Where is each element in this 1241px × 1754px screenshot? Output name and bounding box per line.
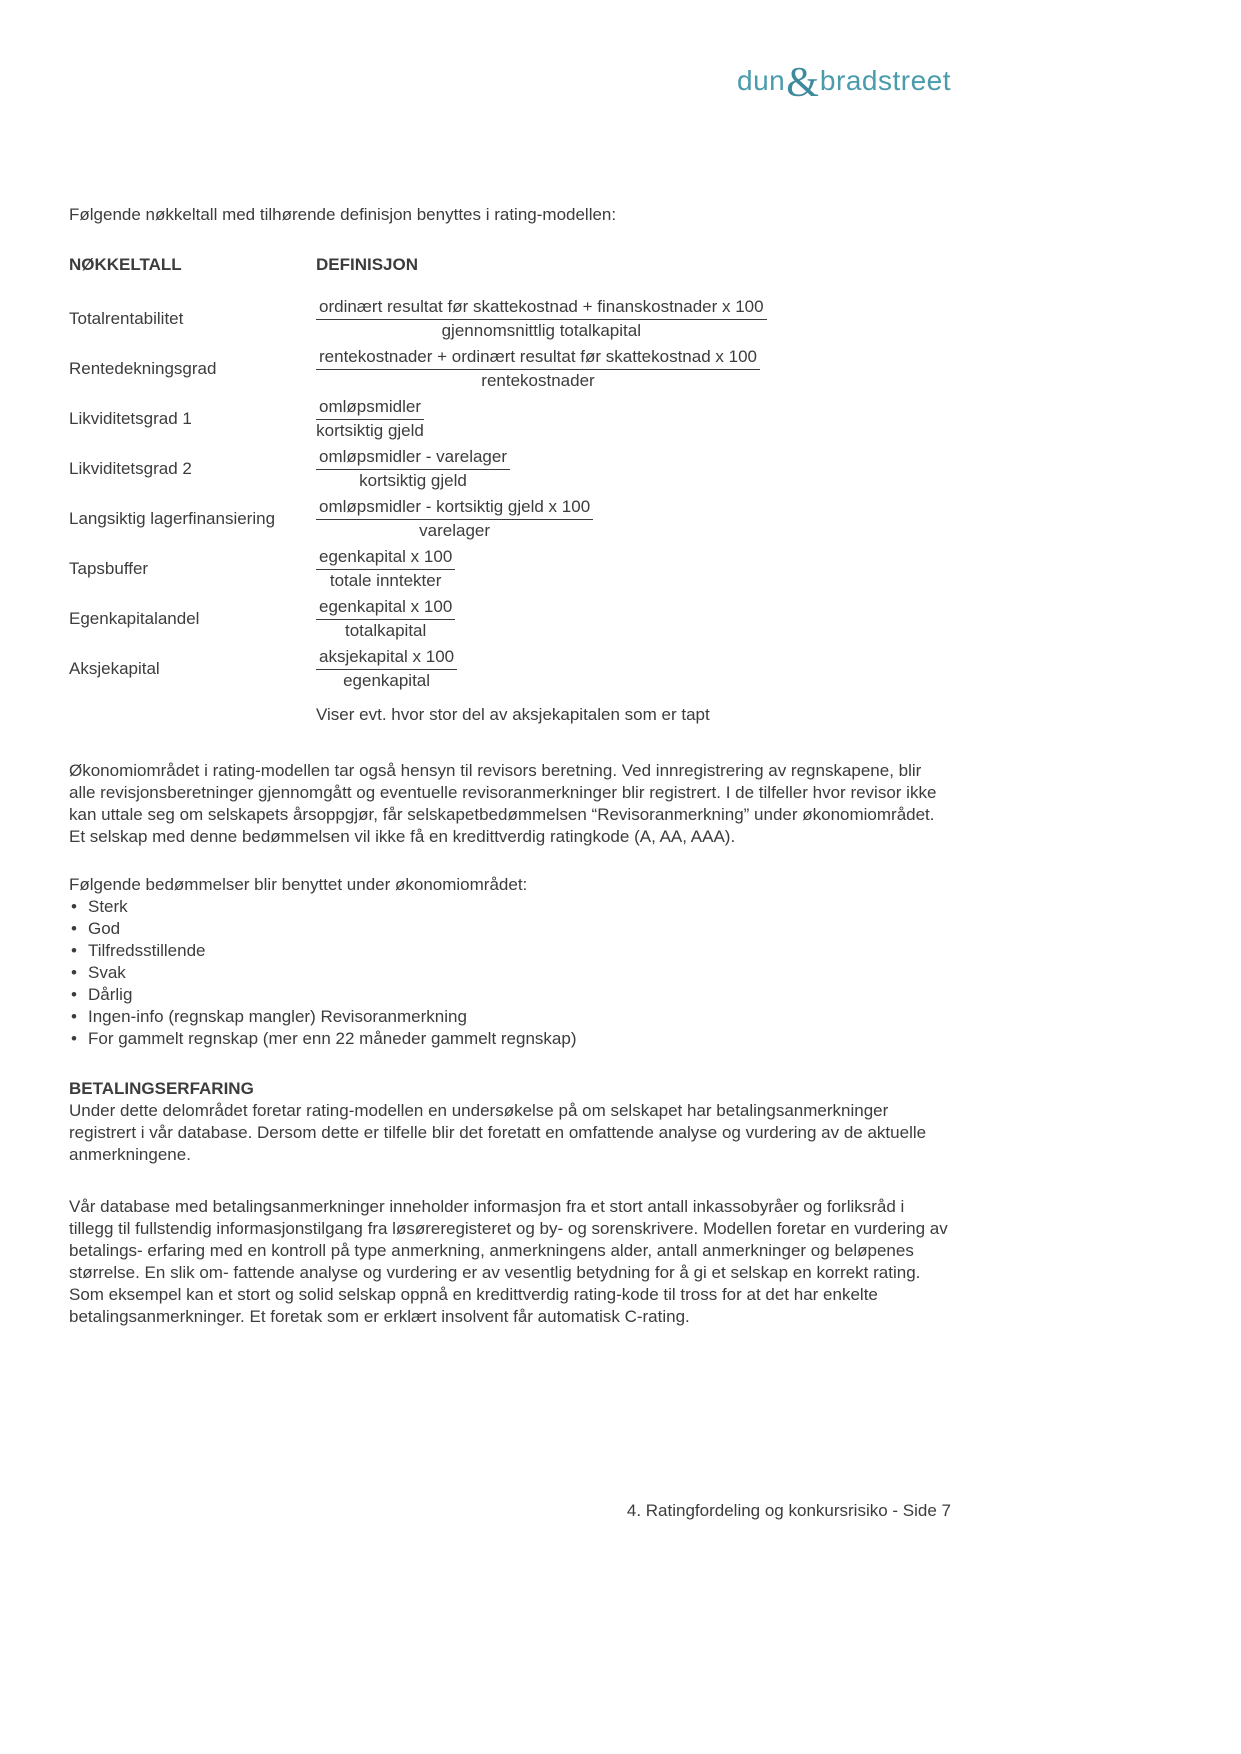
ratio-fraction [316, 496, 593, 542]
ratio-label: Totalrentabilitet [69, 309, 184, 328]
ratio-label: Likviditetsgrad 2 [69, 459, 192, 478]
fraction-denominator: totalkapital [345, 621, 427, 640]
ratio-row-likviditetsgrad-2 [69, 446, 951, 492]
betalingserfaring-paragraph-2: Vår database med betalingsanmerkninger inneholder informasjon fra et stort antall inkassobyråer og forliksråd i tillegg til fullstendig informasjonstilgang fra løsøreregisteret og by- og sorenskrivere. Modellen foretar en vurdering av betalings- erfaring med en kontroll på type anmerkning, anmerkningens alder, antall anmerkninger og beløpenes størrelse. En slik om- fattende analyse og vurdering er av vesentlig betydning for å gi et selskap en korrekt rating. Som eksempel kan et stort og solid selskap oppnå en kredittverdig rating-kode til tross for at det har enkelte betalingsanmerkninger. Et foretak som er erklært insolvent får automatisk C-rating. [69, 1197, 948, 1326]
ratio-row-totalrentabilitet [69, 296, 951, 342]
ratio-label: Egenkapitalandel [69, 609, 200, 628]
aksjekapital-note: Viser evt. hvor stor del av aksjekapitalen som er tapt [316, 705, 710, 724]
ratio-table-header [69, 254, 951, 276]
fraction-denominator: egenkapital [343, 671, 431, 690]
assessment-item: • Tilfredsstillende [69, 940, 951, 962]
ratio-fraction [316, 346, 760, 392]
column-header-definisjon: DEFINISJON [316, 255, 419, 274]
assessment-item: • Ingen-info (regnskap mangler) Revisoranmerkning [69, 1006, 951, 1028]
fraction-numerator: aksjekapital x 100 [316, 646, 457, 670]
assessment-item: • Sterk [69, 896, 951, 918]
fraction-denominator: gjennomsnittlig totalkapital [441, 321, 641, 340]
ratio-row-langsiktig-lagerfinansiering [69, 496, 951, 542]
column-header-nokkeltall: NØKKELTALL [69, 255, 182, 274]
ratio-label: Rentedekningsgrad [69, 359, 217, 378]
assessment-item: • Svak [69, 962, 951, 984]
ratio-fraction [316, 296, 767, 342]
assessments-intro: Følgende bedømmelser blir benyttet under økonomiområdet: [69, 875, 528, 894]
fraction-denominator: kortsiktig gjeld [359, 471, 467, 490]
ratio-row-tapsbuffer [69, 546, 951, 592]
assessment-item: • For gammelt regnskap (mer enn 22 måneder gammelt regnskap) [69, 1028, 951, 1050]
ratio-fraction [316, 596, 455, 642]
page-footer: 4. Ratingfordeling og konkursrisiko - Side 7 [626, 1501, 951, 1520]
fraction-numerator: omløpsmidler - kortsiktig gjeld x 100 [316, 496, 593, 520]
ratio-row-aksjekapital [69, 646, 951, 692]
ratio-row-egenkapitalandel [69, 596, 951, 642]
fraction-numerator: egenkapital x 100 [316, 546, 455, 570]
ratio-row-rentedekningsgrad [69, 346, 951, 392]
betalingserfaring-heading: BETALINGSERFARING [69, 1079, 254, 1098]
fraction-denominator: totale inntekter [329, 571, 442, 590]
logo-word-dun: dun [737, 65, 786, 96]
intro-text: Følgende nøkkeltall med tilhørende definisjon benyttes i rating-modellen: [69, 205, 617, 224]
fraction-denominator: varelager [419, 521, 491, 540]
ratio-label: Langsiktig lagerfinansiering [69, 509, 276, 528]
ratio-fraction [316, 446, 510, 492]
ratio-definition-table [69, 254, 951, 726]
dun-bradstreet-logo [69, 60, 951, 114]
ratio-fraction [316, 646, 457, 692]
ratio-label: Aksjekapital [69, 659, 160, 678]
ratio-label: Likviditetsgrad 1 [69, 409, 192, 428]
ratio-label: Tapsbuffer [69, 559, 149, 578]
logo-ampersand-icon: & [786, 60, 819, 106]
assessment-list [69, 896, 951, 1050]
fraction-denominator: kortsiktig gjeld [316, 421, 424, 440]
betalingserfaring-paragraph-1: Under dette delområdet foretar rating-modellen en undersøkelse på om selskapet har betalingsanmerkninger registrert i vår database. Dersom dette er tilfelle blir det foretatt en omfattende analyse og vurdering av de aktuelle anmerkningene. [69, 1101, 927, 1164]
fraction-numerator: omløpsmidler [316, 396, 424, 420]
assessment-item: • God [69, 918, 951, 940]
ratio-fraction [316, 546, 455, 592]
economy-paragraph: Økonomiområdet i rating-modellen tar også hensyn til revisors beretning. Ved innregistrering av regnskapene, blir alle revisjonsberetninger gjennomgått og eventuelle revisoranmerkninger blir registrert. I de tilfeller hvor revisor ikke kan uttale seg om selskapets årsoppgjør, får selskapetbedømmelsen “Revisoranmerkning” under økonomiområdet. Et selskap med denne bedømmelsen vil ikke få en kredittverdig ratingkode (A, AA, AAA). [69, 761, 937, 846]
fraction-numerator: egenkapital x 100 [316, 596, 455, 620]
fraction-numerator: omløpsmidler - varelager [316, 446, 510, 470]
fraction-denominator: rentekostnader [481, 371, 595, 390]
fraction-numerator: ordinært resultat før skattekostnad + finanskostnader x 100 [316, 296, 767, 320]
assessment-item: • Dårlig [69, 984, 951, 1006]
logo-word-bradstreet: bradstreet [819, 65, 951, 96]
ratio-fraction [316, 396, 424, 442]
ratio-row-likviditetsgrad-1 [69, 396, 951, 442]
fraction-numerator: rentekostnader + ordinært resultat før skattekostnad x 100 [316, 346, 760, 370]
